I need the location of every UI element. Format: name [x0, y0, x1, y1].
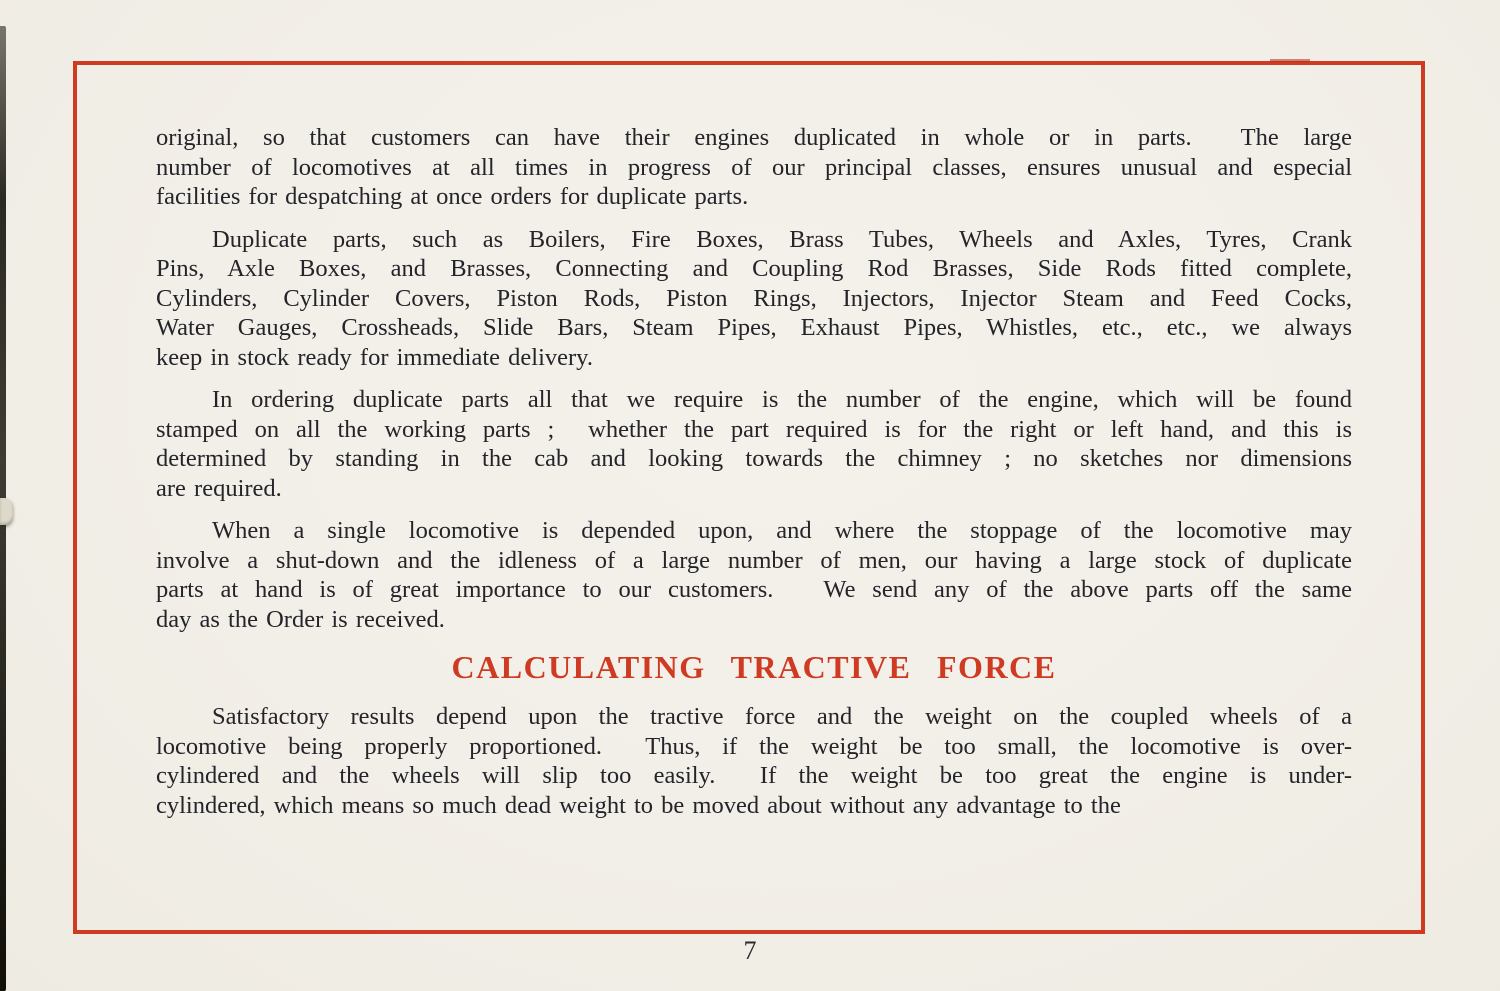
- text-line: In ordering duplicate parts all that we require is the number of the engine, which will be found: [212, 386, 1352, 413]
- text-line: are required.: [156, 474, 282, 502]
- text-line: facilities for despatching at once orders for duplicate parts.: [156, 183, 749, 210]
- paragraph: [156, 225, 1352, 373]
- paragraph: [156, 702, 1352, 820]
- text-line: When a single locomotive is depended upon, and where the stoppage of the locomotive may: [212, 517, 1352, 544]
- text-line: determined by standing in the cab and looking towards the chimney ; no sketches nor dimensions: [156, 445, 1352, 472]
- text-line: parts at hand is of great importance to our customers. We send any of the above parts off the same: [156, 576, 1352, 603]
- page-number: 7: [743, 936, 757, 965]
- text-line: day as the Order is received.: [156, 605, 445, 633]
- page-content: [156, 123, 1352, 833]
- text-line: cylindered and the wheels will slip too easily. If the weight be too great the engine is under-: [156, 762, 1352, 789]
- paragraph: [156, 123, 1352, 212]
- text-line: stamped on all the working parts ; whether the part required is for the right or left hand, and this is: [156, 415, 1352, 443]
- paragraph: [156, 385, 1352, 503]
- text-line: Water Gauges, Crossheads, Slide Bars, Steam Pipes, Exhaust Pipes, Whistles, etc., etc., we always: [156, 314, 1352, 341]
- text-line: locomotive being properly proportioned. Thus, if the weight be too small, the locomotive is over-: [156, 732, 1352, 760]
- text-line: Pins, Axle Boxes, and Brasses, Connecting and Coupling Rod Brasses, Side Rods fitted complete,: [156, 255, 1352, 282]
- text-line: Duplicate parts, such as Boilers, Fire Boxes, Brass Tubes, Wheels and Axles, Tyres, Crank: [212, 225, 1352, 253]
- section-heading: CALCULATING TRACTIVE FORCE: [451, 649, 1057, 685]
- text-line: keep in stock ready for immediate delivery.: [156, 343, 593, 371]
- text-line: cylindered, which means so much dead weight to be moved about without any advantage to the: [156, 791, 1121, 819]
- paragraph: [156, 516, 1352, 634]
- text-line: Cylinders, Cylinder Covers, Piston Rods, Piston Rings, Injectors, Injector Steam and Feed Cocks,: [156, 284, 1352, 312]
- text-line: Satisfactory results depend upon the tractive force and the weight on the coupled wheels of a: [212, 703, 1352, 730]
- text-line: involve a shut-down and the idleness of a large number of men, our having a large stock of duplicate: [156, 546, 1352, 574]
- print-artifact: [1270, 59, 1310, 62]
- text-line: original, so that customers can have their engines duplicated in whole or in parts. The large: [156, 124, 1352, 151]
- text-line: number of locomotives at all times in progress of our principal classes, ensures unusual and especial: [156, 153, 1352, 181]
- paper-tab: [0, 498, 13, 525]
